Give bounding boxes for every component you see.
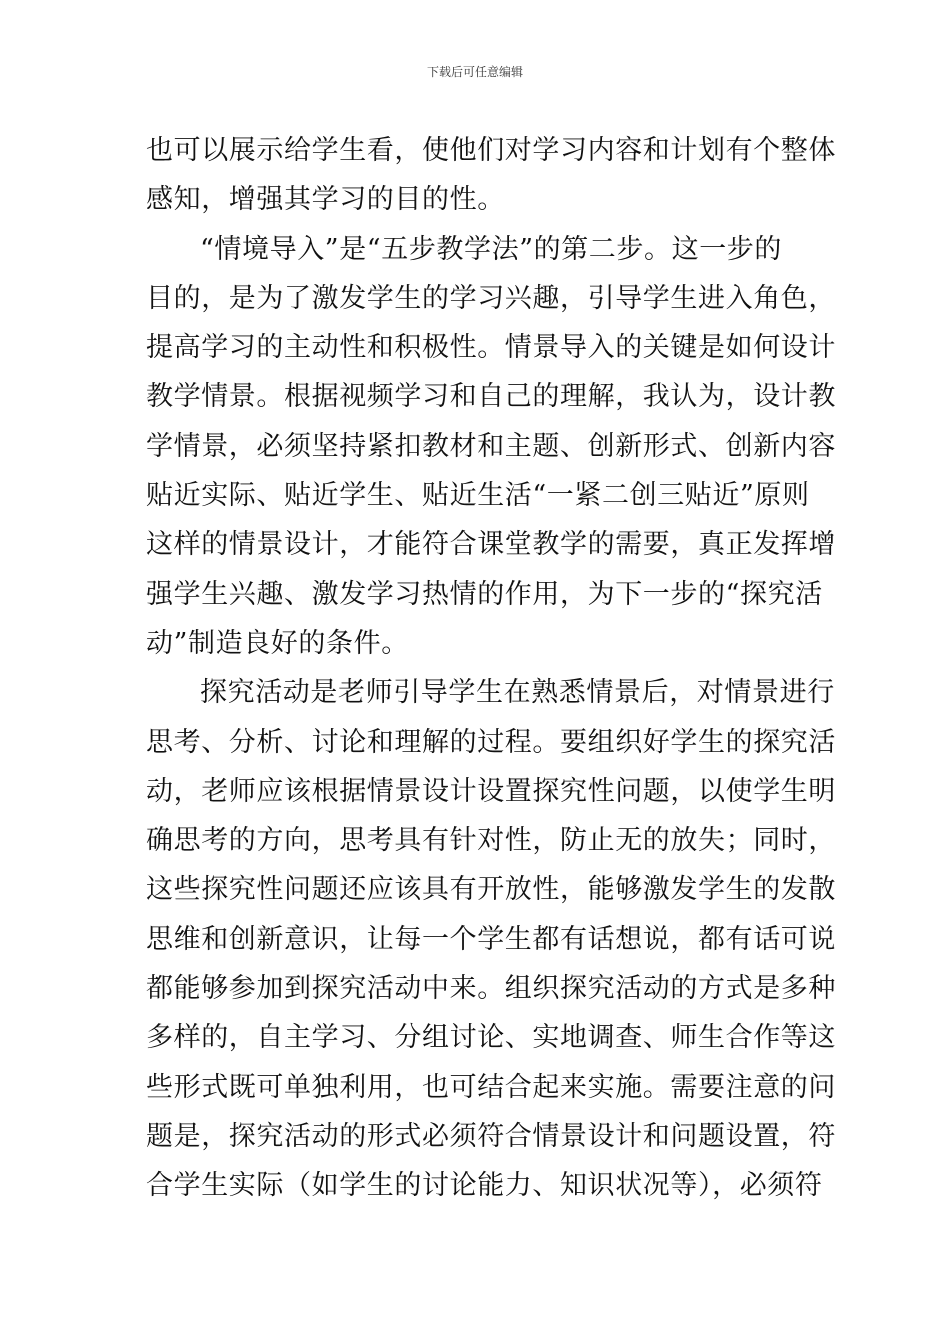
text-line: 贴近实际、贴近学生、贴近生活“一紧二创三贴近”原则 xyxy=(146,480,810,512)
text-line: 也可以展示给学生看，使他们对学习内容和计划有个整体 xyxy=(146,135,836,166)
text-line: 动，老师应该根据情景设计设置探究性问题，以使学生明 xyxy=(146,775,836,807)
text-line: 动”制造良好的条件。 xyxy=(146,627,409,659)
text-line: 题是，探究活动的形式必须符合情景设计和问题设置，符 xyxy=(146,1120,836,1152)
text-line: 这些探究性问题还应该具有开放性，能够激发学生的发散 xyxy=(146,874,836,906)
text-line: 学情景，必须坚持紧扣教材和主题、创新形式、创新内容 xyxy=(146,430,836,462)
page-header-note: 下载后可任意编辑 xyxy=(426,65,523,79)
text-line: 目的，是为了激发学生的学习兴趣，引导学生进入角色， xyxy=(146,282,836,314)
text-line: 思维和创新意识，让每一个学生都有话想说，都有话可说 xyxy=(146,923,836,955)
text-line: 些形式既可单独利用，也可结合起来实施。需要注意的问 xyxy=(146,1071,836,1103)
paragraph-3 xyxy=(146,668,836,1210)
text-line: 感知，增强其学习的目的性。 xyxy=(146,184,505,216)
text-line: 强学生兴趣、激发学习热情的作用，为下一步的“探究活 xyxy=(146,578,823,610)
text-line: 这样的情景设计，才能符合课堂教学的需要，真正发挥增 xyxy=(146,529,836,561)
document-body xyxy=(146,126,836,1211)
text-line: 探究活动是老师引导学生在熟悉情景后，对情景进行 xyxy=(200,677,835,709)
text-line: 教学情景。根据视频学习和自己的理解，我认为，设计教 xyxy=(146,381,836,413)
text-line: 提高学习的主动性和积极性。情景导入的关键是如何设计 xyxy=(146,332,836,364)
text-line: 确思考的方向，思考具有针对性，防止无的放失；同时， xyxy=(146,825,836,857)
paragraph-1 xyxy=(146,126,836,225)
text-line: 都能够参加到探究活动中来。组织探究活动的方式是多种 xyxy=(146,973,836,1005)
paragraph-2 xyxy=(146,225,836,669)
text-line: “情境导入”是“五步教学法”的第二步。这一步的 xyxy=(200,233,783,265)
text-line: 多样的，自主学习、分组讨论、实地调查、师生合作等这 xyxy=(146,1022,836,1054)
text-line: 思考、分析、讨论和理解的过程。要组织好学生的探究活 xyxy=(146,726,836,758)
text-line: 合学生实际（如学生的讨论能力、知识状况等），必须符 xyxy=(146,1170,823,1202)
